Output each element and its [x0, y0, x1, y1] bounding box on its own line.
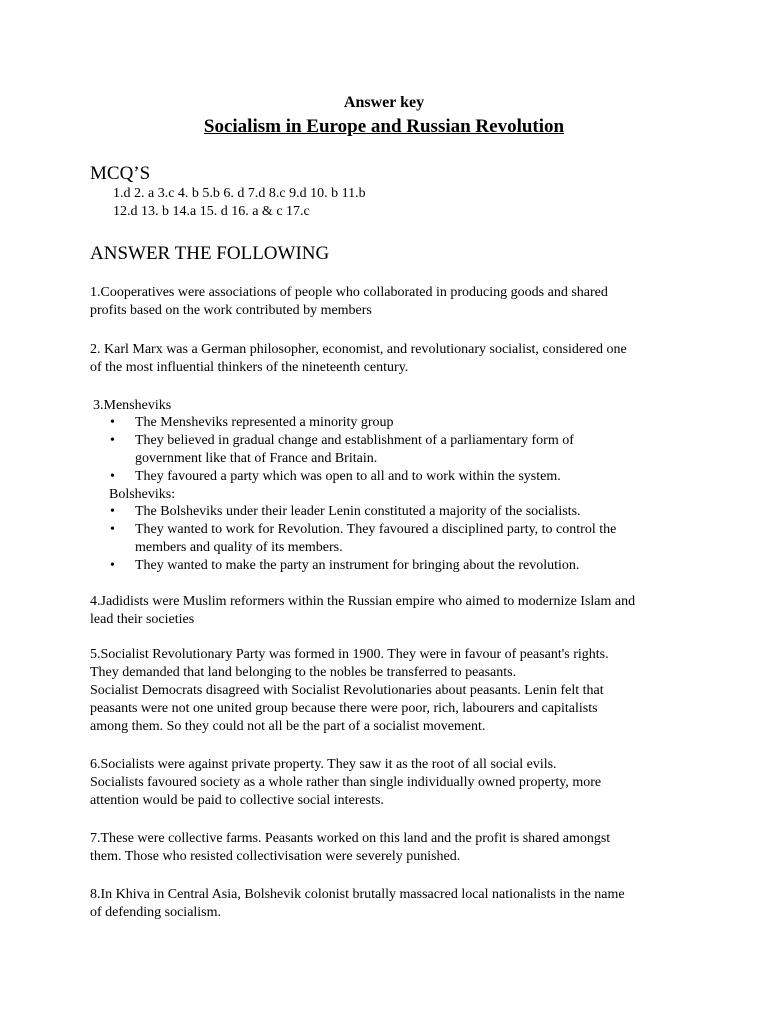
answer-2 — [90, 341, 690, 377]
answer-5-line: They demanded that land belonging to the nobles be transferred to peasants. — [90, 665, 517, 680]
mensheviks-list — [107, 414, 707, 486]
list-item — [107, 503, 707, 521]
answer-5-line: peasants were not one united group because there were poor, rich, labourers and capitalists — [90, 701, 598, 716]
mensheviks-heading: 3.Mensheviks — [93, 398, 172, 413]
bolsheviks-list — [107, 503, 707, 575]
answer-8-line: 8.In Khiva in Central Asia, Bolshevik colonist brutally massacred local nationalists in the name — [90, 887, 625, 902]
answer-5 — [90, 646, 690, 736]
list-item-text: They wanted to work for Revolution. They favoured a disciplined party, to control the — [135, 522, 617, 537]
list-item-text: members and quality of its members. — [135, 540, 343, 555]
answer-2-line: 2. Karl Marx was a German philosopher, economist, and revolutionary socialist, considered one — [90, 342, 627, 357]
answer-section-heading: ANSWER THE FOLLOWING — [90, 243, 330, 264]
bullet-icon: • — [110, 433, 115, 448]
answer-4 — [90, 593, 690, 629]
list-item-text: The Bolsheviks under their leader Lenin constituted a majority of the socialists. — [135, 504, 581, 519]
answer-8-line: of defending socialism. — [90, 905, 222, 920]
answer-4-line: lead their societies — [90, 612, 195, 627]
list-item-text: They believed in gradual change and establishment of a parliamentary form of — [135, 433, 574, 448]
answer-1-line: 1.Cooperatives were associations of people who collaborated in producing goods and shared — [90, 285, 608, 300]
answer-4-line: 4.Jadidists were Muslim reformers within the Russian empire who aimed to modernize Islam and — [90, 594, 636, 609]
list-item-text: The Mensheviks represented a minority group — [135, 415, 394, 430]
chapter-title: Socialism in Europe and Russian Revolution — [203, 116, 565, 137]
list-item-text: They favoured a party which was open to all and to work within the system. — [135, 469, 561, 484]
list-item-text: government like that of France and Britain. — [135, 451, 378, 466]
answer-5-line: among them. So they could not all be the part of a socialist movement. — [90, 719, 486, 734]
mcq-answers-line-2: 12.d 13. b 14.a 15. d 16. a & c 17.c — [113, 204, 310, 219]
answer-1 — [90, 284, 690, 320]
list-item — [107, 521, 707, 557]
answer-key-title: Answer key — [343, 94, 425, 111]
answer-6 — [90, 756, 690, 810]
bullet-icon: • — [110, 522, 115, 537]
answer-5-line: Socialist Democrats disagreed with Socialist Revolutionaries about peasants. Lenin felt that — [90, 683, 604, 698]
answer-6-line: Socialists favoured society as a whole rather than single individually owned property, more — [90, 775, 602, 790]
answer-5-line: 5.Socialist Revolutionary Party was formed in 1900. They were in favour of peasant's rights. — [90, 647, 609, 662]
list-item — [107, 432, 707, 468]
bolsheviks-heading: Bolsheviks: — [109, 487, 176, 502]
answer-2-line: of the most influential thinkers of the nineteenth century. — [90, 360, 409, 375]
answer-7 — [90, 830, 690, 866]
bullet-icon: • — [110, 558, 115, 573]
answer-6-line: 6.Socialists were against private property. They saw it as the root of all social evils. — [90, 757, 557, 772]
list-item — [107, 414, 707, 432]
answer-7-line: 7.These were collective farms. Peasants worked on this land and the profit is shared amongst — [90, 831, 611, 846]
mcq-answers-line-1: 1.d 2. a 3.c 4. b 5.b 6. d 7.d 8.c 9.d 10. b 11.b — [113, 186, 366, 201]
bullet-icon: • — [110, 415, 115, 430]
answer-1-line: profits based on the work contributed by members — [90, 303, 372, 318]
answer-7-line: them. Those who resisted collectivisation were severely punished. — [90, 849, 461, 864]
bullet-icon: • — [110, 504, 115, 519]
list-item — [107, 468, 707, 486]
list-item-text: They wanted to make the party an instrument for bringing about the revolution. — [135, 558, 580, 573]
mcq-heading: MCQ’S — [90, 163, 151, 184]
answer-8 — [90, 886, 690, 922]
bullet-icon: • — [110, 469, 115, 484]
answer-6-line: attention would be paid to collective social interests. — [90, 793, 384, 808]
list-item — [107, 557, 707, 575]
